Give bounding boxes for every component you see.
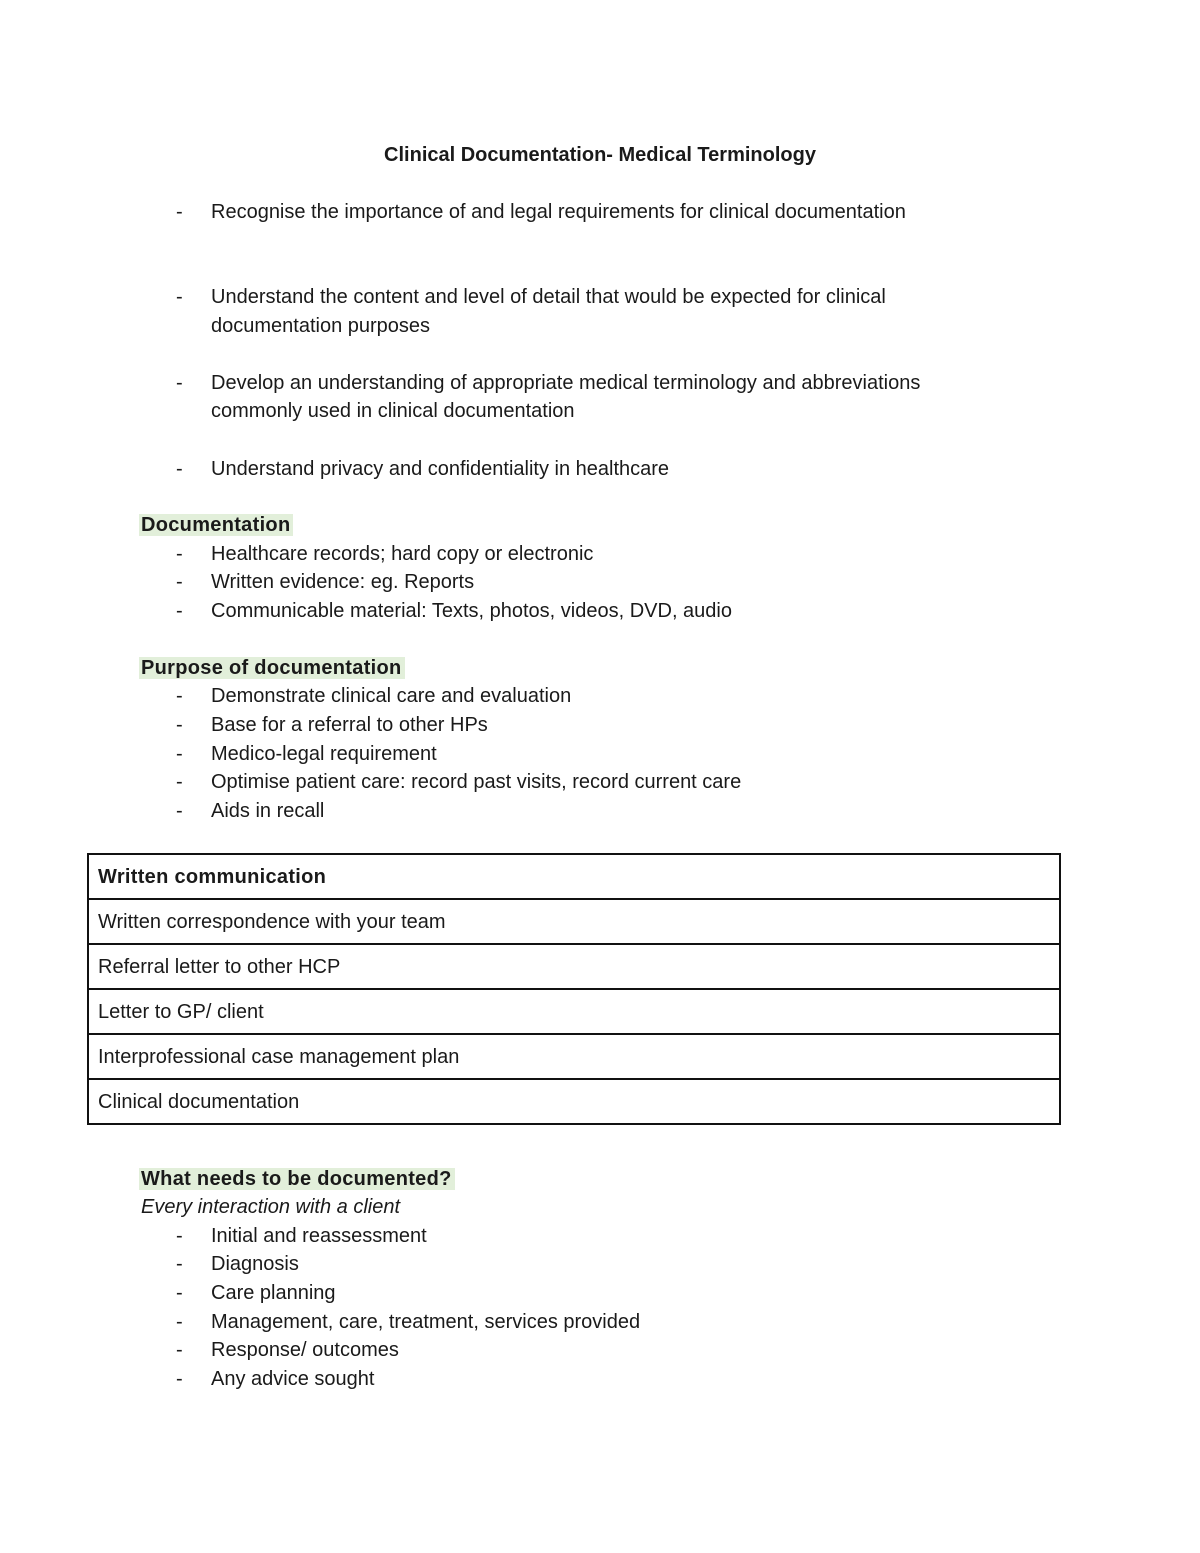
objective-item: Recognise the importance of and legal requirements for clinical documentation: [211, 201, 906, 223]
objective-item: Understand privacy and confidentiality in healthcare: [211, 458, 670, 480]
table-row: [88, 944, 1060, 989]
what-documented-item: Diagnosis: [211, 1253, 299, 1275]
what-documented-item: Management, care, treatment, services provided: [211, 1311, 641, 1333]
table-row: [88, 1034, 1060, 1079]
bullet-dash: -: [176, 714, 183, 736]
purpose-item: Optimise patient care: record past visits, record current care: [211, 771, 742, 793]
purpose-heading-text: Purpose of documentation: [139, 657, 405, 679]
bullet-dash: -: [176, 771, 183, 793]
table-row: [88, 899, 1060, 944]
documentation-item: Healthcare records; hard copy or electronic: [211, 543, 594, 565]
purpose-item: Medico-legal requirement: [211, 743, 437, 765]
bullet-dash: -: [176, 685, 183, 707]
what-documented-heading: [139, 1165, 455, 1193]
what-documented-item: Care planning: [211, 1282, 336, 1304]
documentation-item: Communicable material: Texts, photos, videos, DVD, audio: [211, 600, 732, 622]
table-row: [88, 1079, 1060, 1124]
objective-item: Understand the content and level of detail that would be expected for clinical: [211, 286, 886, 308]
bullet-dash: -: [176, 543, 183, 565]
bullet-dash: -: [176, 286, 183, 308]
what-documented-item: Initial and reassessment: [211, 1225, 427, 1247]
page-title: Clinical Documentation- Medical Terminology: [384, 144, 816, 166]
table-cell: Clinical documentation: [88, 1079, 1060, 1124]
what-documented-heading-text: What needs to be documented?: [139, 1168, 455, 1190]
objective-item-continued: documentation purposes: [211, 315, 431, 337]
bullet-dash: -: [176, 458, 183, 480]
table-cell: Letter to GP/ client: [88, 989, 1060, 1034]
bullet-dash: -: [176, 201, 183, 223]
objective-item-continued: commonly used in clinical documentation: [211, 400, 575, 422]
table-cell: Interprofessional case management plan: [88, 1034, 1060, 1079]
bullet-dash: -: [176, 743, 183, 765]
bullet-dash: -: [176, 1225, 183, 1247]
purpose-heading: [139, 654, 405, 682]
written-communication-table: [87, 853, 1061, 1125]
bullet-dash: -: [176, 1339, 183, 1361]
bullet-dash: -: [176, 1311, 183, 1333]
table-cell: Referral letter to other HCP: [88, 944, 1060, 989]
bullet-dash: -: [176, 1253, 183, 1275]
documentation-heading: [139, 511, 293, 539]
table-row: [88, 989, 1060, 1034]
bullet-dash: -: [176, 600, 183, 622]
table-header-row: [88, 854, 1060, 899]
purpose-item: Base for a referral to other HPs: [211, 714, 488, 736]
documentation-item: Written evidence: eg. Reports: [211, 571, 475, 593]
what-documented-item: Any advice sought: [211, 1368, 375, 1390]
bullet-dash: -: [176, 800, 183, 822]
bullet-dash: -: [176, 1368, 183, 1390]
bullet-dash: -: [176, 372, 183, 394]
what-documented-subheading: Every interaction with a client: [141, 1196, 401, 1218]
table-header-cell: Written communication: [88, 854, 1060, 899]
purpose-item: Aids in recall: [211, 800, 325, 822]
table-cell: Written correspondence with your team: [88, 899, 1060, 944]
what-documented-item: Response/ outcomes: [211, 1339, 399, 1361]
documentation-heading-text: Documentation: [139, 514, 293, 536]
purpose-item: Demonstrate clinical care and evaluation: [211, 685, 572, 707]
objective-item: Develop an understanding of appropriate medical terminology and abbreviations: [211, 372, 921, 394]
bullet-dash: -: [176, 571, 183, 593]
bullet-dash: -: [176, 1282, 183, 1304]
